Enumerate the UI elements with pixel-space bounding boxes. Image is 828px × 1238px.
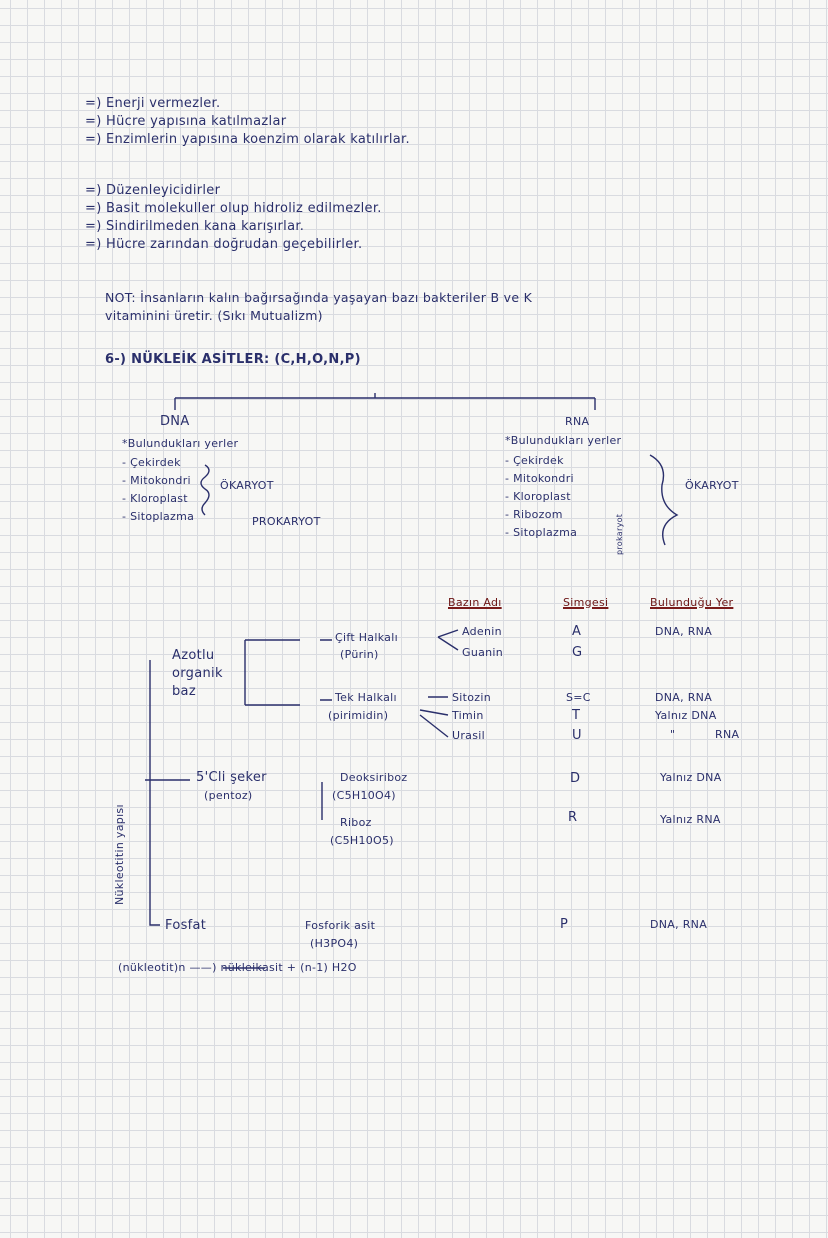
dna-sub: *Bulundukları yerler (122, 437, 239, 450)
deoksiriboz: Deoksiriboz (340, 771, 408, 784)
fosforik-asit: Fosforik asit (305, 919, 376, 932)
rna-item: - Kloroplast (505, 490, 571, 503)
base-place: DNA, RNA (655, 625, 713, 638)
seker-place: Yalnız DNA (660, 771, 722, 784)
dna-item: - Kloroplast (122, 492, 188, 505)
base-place: Yalnız DNA (655, 709, 717, 722)
dna-item: - Çekirdek (122, 456, 181, 469)
rna-title: RNA (565, 415, 590, 428)
dna-item: - Sitoplazma (122, 510, 195, 523)
base-symbol: T (572, 708, 581, 723)
header-baz-adi: Bazın Adı (448, 596, 502, 609)
not-note: NOT: İnsanların kalın bağırsağında yaşayan bazı bakteriler B ve K (105, 290, 533, 305)
riboz: Riboz (340, 816, 372, 829)
base-symbol: U (572, 728, 582, 743)
note-line: =) Sindirilmeden kana karışırlar. (85, 219, 305, 234)
base-name: Sitozin (452, 691, 491, 704)
seker-symbol: D (570, 771, 581, 786)
fosforik-formula: (H3PO4) (310, 937, 359, 950)
rna-item: - Sitoplazma (505, 526, 578, 539)
base-symbol: S=C (566, 691, 591, 704)
section-heading: 6-) NÜKLEİK ASİTLER: (C,H,O,N,P) (105, 352, 361, 367)
fosfat-label: Fosfat (165, 918, 207, 933)
note-line: =) Düzenleyicidirler (85, 183, 221, 198)
seker-place: Yalnız RNA (660, 813, 721, 826)
base-symbol: A (572, 624, 582, 639)
azotlu-label: organik (172, 666, 223, 681)
deoksiriboz-formula: (C5H10O4) (332, 789, 396, 802)
rna-item: - Çekirdek (505, 454, 564, 467)
fosfat-place: DNA, RNA (650, 918, 708, 931)
rna-item: - Ribozom (505, 508, 563, 521)
base-name: Guanin (462, 646, 504, 659)
seker-symbol: R (568, 810, 578, 825)
yalniz-mark: " (670, 728, 676, 741)
rna-item: - Mitokondri (505, 472, 574, 485)
seker-label: 5'Cli şeker (196, 770, 267, 785)
base-name: Urasil (452, 729, 485, 742)
rna-sub: *Bulundukları yerler (505, 434, 622, 447)
header-bulundugu-yer: Bulunduğu Yer (650, 596, 734, 609)
rna-prokaryot: prokaryot (615, 513, 624, 555)
dna-item: - Mitokondri (122, 474, 191, 487)
base-place: RNA (715, 728, 740, 741)
dna-title: DNA (160, 414, 190, 429)
note-line: =) Hücre yapısına katılmazlar (85, 114, 287, 129)
tek-halkali: Tek Halkalı (335, 691, 397, 704)
formula: (nükleotit)n ——) nükleikasit + (n-1) H2O (118, 961, 357, 974)
note-line: =) Hücre zarından doğrudan geçebilirler. (85, 237, 363, 252)
note-line: =) Enerji vermezler. (85, 96, 221, 111)
base-symbol: G (572, 645, 583, 660)
rna-okaryot: ÖKARYOT (685, 479, 739, 492)
base-name: Timin (452, 709, 484, 722)
azotlu-label: Azotlu (172, 648, 215, 663)
cift-halkali-purin: (Pürin) (340, 648, 379, 661)
dna-okaryot: ÖKARYOT (220, 479, 274, 492)
dna-prokaryot: PROKARYOT (252, 515, 321, 528)
not-note: vitaminini üretir. (Sıkı Mutualizm) (105, 308, 323, 323)
note-line: =) Basit molekuller olup hidroliz edilmezler. (85, 201, 382, 216)
note-line: =) Enzimlerin yapısına koenzim olarak katılırlar. (85, 132, 410, 147)
tek-halkali-pirimidin: (pirimidin) (328, 709, 389, 722)
nukleotit-label: Nükleotitin yapısı (113, 804, 126, 905)
fosfat-symbol: P (560, 917, 569, 932)
azotlu-label: baz (172, 684, 196, 699)
base-name: Adenin (462, 625, 502, 638)
base-place: DNA, RNA (655, 691, 713, 704)
seker-pentoz: (pentoz) (204, 789, 253, 802)
cift-halkali: Çift Halkalı (335, 631, 398, 644)
header-simgesi: Simgesi (563, 596, 609, 609)
riboz-formula: (C5H10O5) (330, 834, 394, 847)
